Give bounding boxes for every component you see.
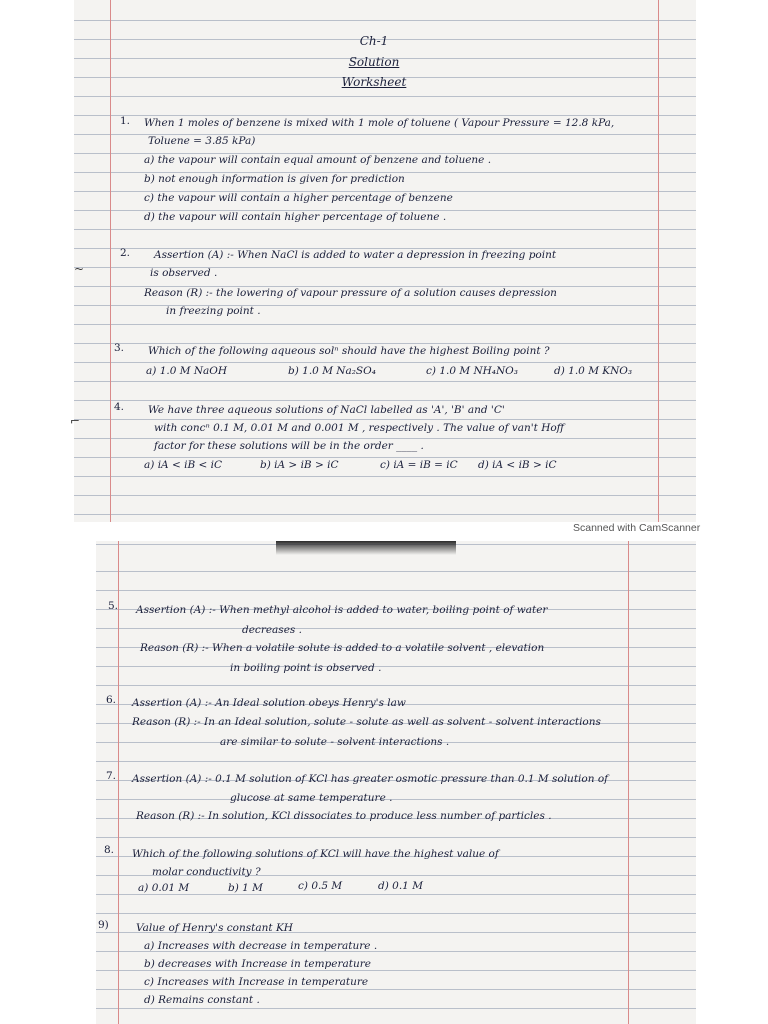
question-text: molar conductivity ? — [152, 866, 261, 878]
option-text: b) not enough information is given for prediction — [144, 173, 405, 185]
question-text: factor for these solutions will be in the order ____ . — [154, 440, 424, 452]
option-text: a) 0.01 M — [138, 882, 190, 894]
assertion-text: Assertion (A) :- An Ideal solution obeys Henry's law — [132, 697, 406, 709]
worksheet-page-1 — [74, 0, 696, 522]
margin-rule-left — [118, 541, 119, 1024]
worksheet-page-2 — [96, 541, 696, 1024]
assertion-text: Assertion (A) :- 0.1 M solution of KCl has greater osmotic pressure than 0.1 M solution of — [132, 773, 609, 785]
question-number: 1. — [120, 115, 131, 127]
question-text: We have three aqueous solutions of NaCl labelled as 'A', 'B' and 'C' — [148, 404, 505, 416]
question-number: 3. — [114, 342, 125, 354]
option-text: b) decreases with Increase in temperature — [144, 958, 371, 970]
option-text: a) 1.0 M NaOH — [146, 365, 228, 377]
option-text: b) 1 M — [228, 882, 263, 894]
question-number: 5. — [108, 600, 119, 612]
reason-text: Reason (R) :- the lowering of vapour pressure of a solution causes depression — [144, 287, 557, 299]
option-text: c) 1.0 M NH₄NO₃ — [426, 365, 518, 377]
option-text: a) iA < iB < iC — [144, 459, 223, 471]
option-text: d) the vapour will contain higher percentage of toluene . — [144, 211, 447, 223]
reason-text: are similar to solute - solvent interactions . — [220, 736, 450, 748]
margin-rule-right — [628, 541, 629, 1024]
assertion-text: Assertion (A) :- When methyl alcohol is added to water, boiling point of water — [136, 604, 548, 616]
question-number: 2. — [120, 247, 131, 259]
question-number: 6. — [106, 694, 117, 706]
question-number: 4. — [114, 401, 125, 413]
option-text: a) Increases with decrease in temperature . — [144, 940, 378, 952]
question-text: When 1 moles of benzene is mixed with 1 mole of toluene ( Vapour Pressure = 12.8 kPa, — [144, 117, 615, 129]
assertion-text: is observed . — [150, 267, 218, 279]
reason-text: in boiling point is observed . — [230, 662, 382, 674]
question-text: Which of the following aqueous solⁿ should have the highest Boiling point ? — [148, 345, 550, 357]
option-text: c) Increases with Increase in temperature — [144, 976, 369, 988]
reason-text: Reason (R) :- When a volatile solute is added to a volatile solvent , elevation — [140, 642, 545, 654]
question-text: Which of the following solutions of KCl will have the highest value of — [132, 848, 499, 860]
margin-rule-left — [110, 0, 111, 522]
option-text: c) iA = iB = iC — [380, 459, 458, 471]
reason-text: Reason (R) :- In solution, KCl dissociates to produce less number of particles . — [136, 810, 552, 822]
page-shadow — [276, 541, 456, 555]
question-text: Value of Henry's constant KH — [136, 922, 293, 934]
assertion-text: Assertion (A) :- When NaCl is added to water a depression in freezing point — [154, 249, 557, 261]
question-text: with concⁿ 0.1 M, 0.01 M and 0.001 M , respectively . The value of van't Hoff — [154, 422, 565, 434]
question-number: 9) — [98, 919, 109, 931]
assertion-text: glucose at same temperature . — [230, 792, 393, 804]
margin-bracket-mark: ⌐ — [70, 414, 81, 428]
option-text: b) iA > iB > iC — [260, 459, 339, 471]
option-text: c) 0.5 M — [298, 880, 343, 892]
option-text: b) 1.0 M Na₂SO₄ — [288, 365, 376, 377]
reason-text: Reason (R) :- In an Ideal solution, solute - solute as well as solvent - solvent interactions — [132, 716, 601, 728]
option-text: c) the vapour will contain a higher percentage of benzene — [144, 192, 453, 204]
assertion-text: decreases . — [242, 624, 302, 636]
option-text: d) 1.0 M KNO₃ — [554, 365, 633, 377]
question-number: 7. — [106, 770, 117, 782]
worksheet-heading: Worksheet — [341, 75, 407, 89]
question-text: Toluene = 3.85 kPa) — [148, 135, 256, 147]
option-text: d) Remains constant . — [144, 994, 260, 1006]
margin-tilde-mark: ~ — [74, 262, 85, 276]
margin-rule-right — [658, 0, 659, 522]
option-text: d) iA < iB > iC — [478, 459, 557, 471]
scanner-watermark: Scanned with CamScanner — [573, 522, 701, 534]
question-number: 8. — [104, 844, 115, 856]
topic-heading: Solution — [348, 55, 400, 69]
chapter-heading: Ch-1 — [359, 34, 389, 48]
option-text: d) 0.1 M — [378, 880, 423, 892]
option-text: a) the vapour will contain equal amount of benzene and toluene . — [144, 154, 492, 166]
reason-text: in freezing point . — [166, 305, 261, 317]
